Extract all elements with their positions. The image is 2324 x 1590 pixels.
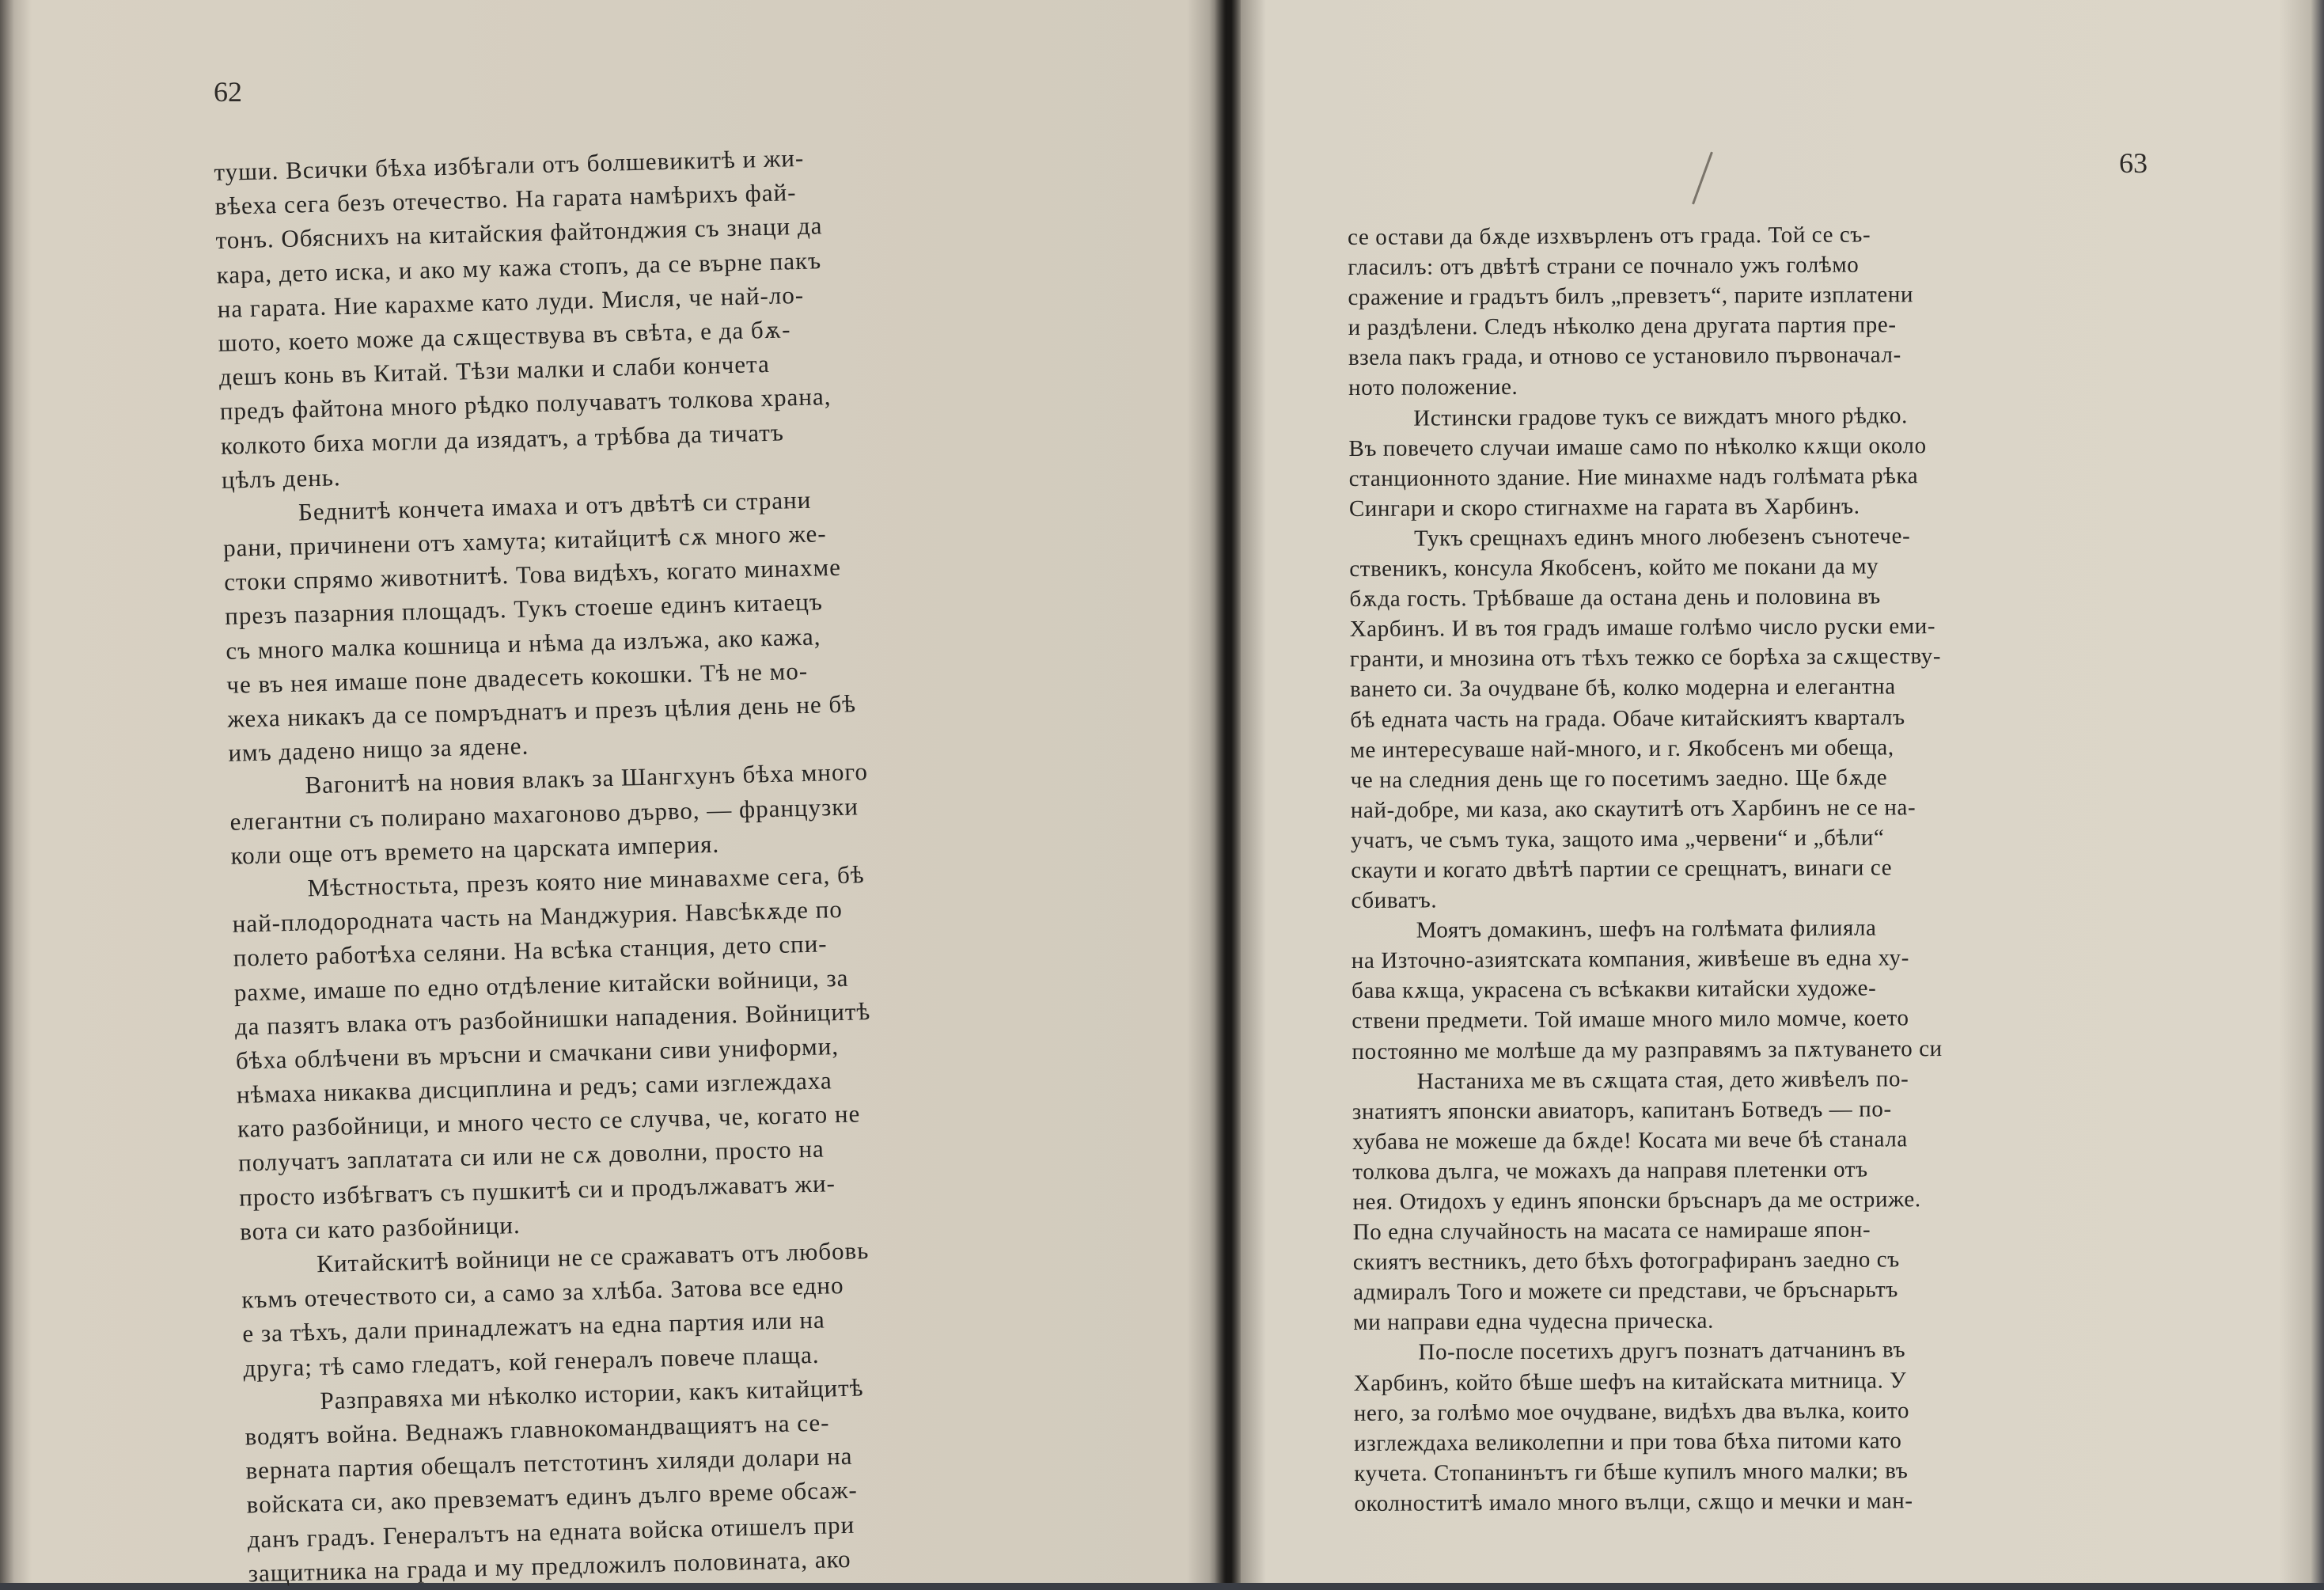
text-line: Вагонитѣ на новия влакъ за Шангхунъ бѣха много — [305, 757, 869, 799]
text-line: тонъ. Обяснихъ на китайския файтонджия съ знаци да — [215, 211, 823, 255]
text-line: толкова дълга, че можахъ да направя плетенки отъ — [1352, 1156, 1868, 1185]
text-line: че на следния день ще го посетимъ заедно. Ще бѫде — [1350, 765, 1888, 793]
text-line: елегантни съ полирано махагоново дърво, — французки — [229, 791, 859, 836]
text-line: къмъ отечеството си, а само за хлѣба. Затова все едно — [241, 1271, 844, 1314]
text-line: Харбинъ. И въ тоя градъ имаше голѣмо число руски еми- — [1349, 613, 1936, 643]
text-line: знатиятъ японски авиаторъ, капитанъ Ботведъ — по- — [1352, 1096, 1892, 1125]
text-line: на Източно-азиятската компания, живѣеше въ една ху- — [1351, 945, 1910, 974]
text-line: предъ файтона много рѣдко получаватъ толкова храна, — [219, 382, 832, 426]
text-line: взела пакъ града, и отново се установило първоначал- — [1348, 342, 1901, 371]
text-line: ването си. За очудване бѣ, колко модерна и елегантна — [1350, 674, 1896, 703]
right-page — [1241, 0, 2301, 1583]
text-line: ме интересуваше най-много, и г. Якобсенъ ми обеща, — [1350, 734, 1894, 763]
left-page-text — [214, 134, 1131, 1590]
text-line: че въ нея имаше поне двадесеть кокошки. Тѣ не мо- — [226, 656, 809, 699]
text-line: шото, което може да сѫществува въ свѣта, е да бѫ- — [218, 315, 791, 357]
text-line: Въ повечето случаи имаше само по нѣколко кѫщи около — [1348, 432, 1927, 461]
text-line: полето работѣха селяни. На всѣка станция, дето спи- — [233, 929, 828, 973]
text-line: скаути и когато двѣтѣ партии се срещнатъ, винаги се — [1351, 855, 1893, 883]
text-line: Беднитѣ кончета имаха и отъ двѣтѣ си страни — [298, 485, 812, 526]
text-line: станционното здание. Ние минахме надъ голѣмата рѣка — [1348, 462, 1919, 491]
text-line: войската си, ако превзематъ единъ дълго време обсаж- — [246, 1475, 859, 1519]
text-line: жеха никакъ да се помръднатъ и презъ цѣлия день не бѣ — [226, 689, 857, 733]
text-line: него, за голѣмо мое очудване, видѣхъ два вълка, които — [1353, 1397, 1910, 1426]
text-line: защитника на града и му предложилъ половината, ако — [248, 1544, 851, 1588]
text-line: презъ пазарния площадъ. Тукъ стоеше единъ китаецъ — [224, 587, 824, 631]
left-page — [32, 0, 1215, 1588]
text-line: сбиватъ. — [1351, 887, 1438, 914]
text-line: гласилъ: отъ двѣтѣ страни се почнало ужъ голѣмо — [1348, 252, 1860, 281]
text-line: Истински градове тукъ се виждатъ много рѣдко. — [1413, 402, 1908, 431]
text-line: верната партия обещалъ петстотинъ хиляди долари на — [245, 1441, 853, 1485]
text-line: на гарата. Ние карахме като луди. Мисля, че най-ло- — [217, 280, 805, 323]
text-line: нея. Отидохъ у единъ японски бръснаръ да ме остриже. — [1352, 1186, 1921, 1215]
text-line: рахме, имаше по едно отдѣление китайски войници, за — [233, 963, 849, 1007]
text-line: стоки спрямо животнитѣ. Това видѣхъ, когато минахме — [223, 553, 842, 597]
text-line: бѣха облѣчени въ мръсни и смачкани сиви униформи, — [235, 1031, 840, 1075]
text-line: Настаниха ме въ сѫщата стая, дето живѣелъ по- — [1416, 1065, 1909, 1095]
text-line: учатъ, че съмъ тука, защото има „червени“ и „бѣли“ — [1351, 825, 1885, 853]
text-line: е за тѣхъ, дали принадлежатъ на една партия или на — [241, 1305, 826, 1348]
text-line: Сингари и скоро стигнахме на гарата въ Харбинъ. — [1348, 493, 1860, 522]
text-line: данъ градъ. Генералътъ на едната войска отишелъ при — [247, 1510, 855, 1553]
text-line: най-плодородната часть на Манджурия. Навсѣкѫде по — [232, 894, 844, 938]
page-number-left: 62 — [214, 76, 242, 108]
text-line: околноститѣ имало много вълци, сѫщо и мечки и ман- — [1354, 1488, 1913, 1516]
text-line: бава кѫща, украсена съ всѣкакви китайски художе- — [1352, 975, 1877, 1004]
text-line: и раздѣлени. Следъ нѣколко дена другата партия пре- — [1348, 312, 1897, 341]
text-line: водятъ война. Веднажъ главнокомандващиятъ на се- — [245, 1408, 830, 1451]
text-line: постоянно ме молѣше да му разправямъ за пѫтуването си — [1352, 1035, 1943, 1064]
text-line: Китайскитѣ войници не се сражаватъ отъ любовь — [316, 1236, 870, 1278]
text-line: гранти, и мнозина отъ тѣхъ тежко се борѣха за сѫществу- — [1349, 643, 1942, 673]
text-line: имъ дадено нищо за ядене. — [228, 731, 529, 767]
text-line: вота си като разбойници. — [239, 1210, 521, 1246]
text-line: Разправяха ми нѣколко истории, какъ китайцитѣ — [320, 1373, 864, 1414]
text-line: Мѣстностьта, презъ която ние минавахме сега, бѣ — [307, 860, 865, 902]
text-line: ми направи една чудесна прическа. — [1353, 1307, 1715, 1336]
text-line: друга; тѣ само гледатъ, кой генералъ повече плаща. — [243, 1340, 820, 1383]
text-line: да пазятъ влака отъ разбойнишки нападения. Войницитѣ — [234, 996, 871, 1041]
page-number-right: 63 — [2119, 147, 2148, 179]
text-line: ствени предмети. Той имаше много мило момче, което — [1352, 1005, 1909, 1034]
text-line: По-после посетихъ другъ познатъ датчанинъ въ — [1418, 1337, 1906, 1366]
text-line: Тукъ срещнахъ единъ много любезенъ сънотече- — [1414, 523, 1911, 552]
text-line: Моятъ домакинъ, шефъ на голѣмата филияла — [1416, 915, 1877, 943]
text-line: вѣеха сега безъ отечество. На гарата намѣрихъ фай- — [214, 178, 797, 221]
text-line: Харбинъ, който бѣше шефъ на китайската митница. У — [1353, 1367, 1907, 1396]
text-line: просто избѣгватъ съ пушкитѣ си и продължаватъ жи- — [238, 1168, 836, 1212]
text-line: получатъ заплатата си или не сѫ доволни, просто на — [237, 1134, 825, 1178]
text-line: най-добре, ми каза, ако скаутитѣ отъ Харбинъ не се на- — [1350, 795, 1916, 823]
text-line: дешъ конь въ Китай. Тѣзи малки и слаби кончета — [218, 350, 771, 392]
text-line: рани, причинени отъ хамута; китайцитѣ сѫ много же- — [222, 519, 828, 562]
text-line: коли още отъ времето на царската империя. — [230, 829, 720, 870]
text-line: цѣлъ день. — [221, 462, 342, 494]
text-line: бѫда гость. Трѣбваше да остана день и половина въ — [1349, 583, 1881, 613]
text-line: кучета. Стопанинътъ ги бѣше купилъ много малки; въ — [1354, 1458, 1909, 1486]
text-line: колкото биха могли да изядатъ, а трѣбва да тичатъ — [220, 417, 785, 460]
text-line: ното положение. — [1348, 374, 1518, 401]
text-line: сражение и градътъ билъ „превзетъ“, парите изплатени — [1348, 282, 1914, 311]
text-line: се остави да бѫде изхвърленъ отъ града. Той се съ- — [1348, 222, 1871, 250]
right-page-text — [1348, 218, 2146, 1519]
text-line: туши. Всички бѣха избѣгали отъ болшевикитѣ и жи- — [214, 143, 805, 186]
text-line: съ много малка кошница и нѣма да излъжа, ако кажа, — [225, 622, 821, 665]
book-gutter — [1209, 0, 1241, 1583]
text-line: По една случайность на масата се намираше япон- — [1352, 1216, 1871, 1246]
text-line: ственикъ, консула Якобсенъ, който ме покани да му — [1349, 553, 1879, 582]
text-line: изглеждаха великолепни и при това бѣха питоми като — [1353, 1428, 1902, 1456]
text-line: нѣмаха никаква дисциплина и редъ; сами изглеждаха — [236, 1066, 833, 1109]
text-line: адмиралъ Того и можете си представи, че бръснарьтъ — [1352, 1277, 1899, 1306]
text-line: бѣ едната часть на града. Обаче китайскиятъ кварталъ — [1350, 704, 1905, 733]
text-line: скиятъ вестникъ, дето бѣхъ фотографиранъ заедно съ — [1352, 1247, 1900, 1276]
text-line: кара, дето иска, и ако му кажа стопъ, да се върне пакъ — [216, 245, 822, 289]
text-line: като разбойници, и много често се случва, че, когато не — [237, 1099, 861, 1143]
text-line: хубава не можеше да бѫде! Косата ми вече бѣ станала — [1352, 1126, 1908, 1155]
